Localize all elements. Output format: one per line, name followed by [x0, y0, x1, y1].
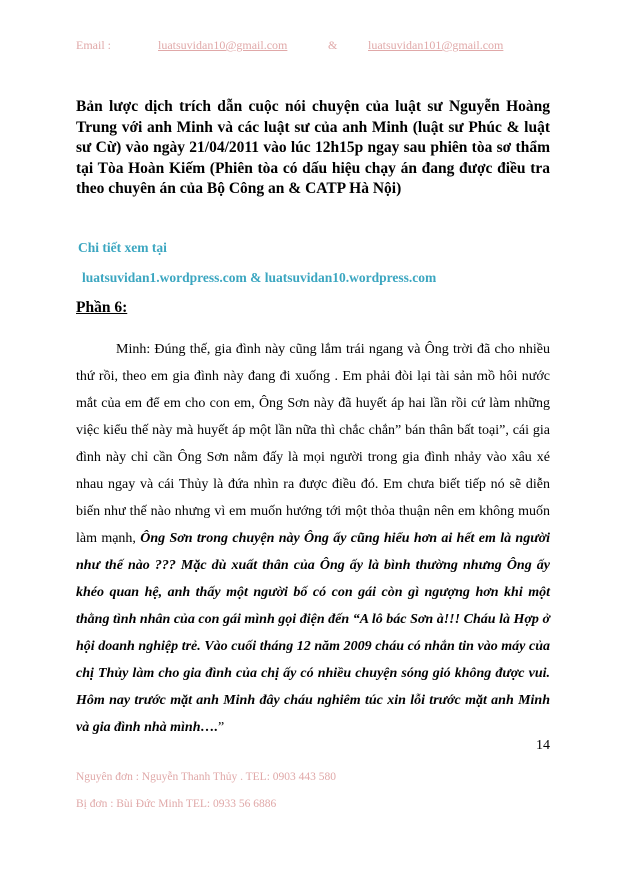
email-separator: & [328, 38, 338, 52]
body-emphasis-text: Ông Sơn trong chuyện này Ông ấy cũng hiểu hơn ai hết em là người như thế nào ??? Mặc dù xuất thân của Ông ấy là bình thường nhưng Ông ấy khéo quan hệ, anh thấy một người bố có con gái còn gì ngượng hơn khi một thằng tình nhân của con gái mình gọi điện đến “A lô bác Sơn à!!! Cháu là Hợp ở hội doanh nghiệp trẻ. Vào cuối tháng 12 năm 2009 cháu có nhắn tin vào máy của chị Thủy làm cho gia đình của chị ấy có nhiều chuyện sóng gió không được vui. Hôm nay trước mặt anh Minh đây cháu nghiêm túc xin lỗi trước mặt anh Minh và gia đình nhà mình…. [76, 531, 550, 735]
document-title: Bản lược dịch trích dẫn cuộc nói chuyện của luật sư Nguyễn Hoàng Trung với anh Minh và các luật sư của anh Minh (luật sư Phúc & luật sư Cừ) vào ngày 21/04/2011 vào lúc 12h15p ngay sau phiên tòa sơ thẩm tại Tòa Hoàn Kiếm (Phiên tòa có dấu hiệu chạy án đang được điều tra theo chuyên án của Bộ Công an & CATP Hà Nội) [76, 98, 550, 198]
email-label: Email : [76, 38, 111, 52]
email-link-2[interactable]: luatsuvidan101@gmail.com [368, 38, 504, 52]
body-plain-text: Minh: Đúng thế, gia đình này cũng lắm trái ngang và Ông trời đã cho nhiều thứ rồi, theo em gia đình này đang đi xuống . Em phải đòi lại tài sản mồ hôi nước mắt của em để em cho con em, Ông Sơn này đã huyết áp hai lần rồi cứ làm những việc kiểu thế này mà huyết áp một lần nữa thì chắc chắn” bán thân bất toại”, cái gia đình này chỉ cần Ông Sơn nằm đấy là mọi người trong gia đình nhảy vào xâu xé nhau ngay và cái Thủy là đứa nhìn ra được điều đó. Em chưa biết tiếp nó sẽ diễn biến như thế nào nhưng vì em muốn hướng tới một thỏa thuận nên em không muốn làm mạnh, [76, 342, 550, 546]
body-paragraph [76, 336, 550, 741]
page-number: 14 [536, 738, 550, 753]
footer-plaintiff: Nguyên đơn : Nguyễn Thanh Thủy . TEL: 0903 443 580 [76, 771, 337, 783]
detail-label: Chi tiết xem tại [78, 240, 167, 255]
website-links[interactable]: luatsuvidan1.wordpress.com & luatsuvidan10.wordpress.com [82, 270, 437, 285]
footer-defendant: Bị đơn : Bùi Đức Minh TEL: 0933 56 6886 [76, 798, 277, 810]
email-link-1[interactable]: luatsuvidan10@gmail.com [158, 38, 288, 52]
body-text [76, 336, 550, 741]
body-closing-quote: ” [218, 720, 225, 735]
section-heading: Phần 6: [76, 299, 128, 316]
